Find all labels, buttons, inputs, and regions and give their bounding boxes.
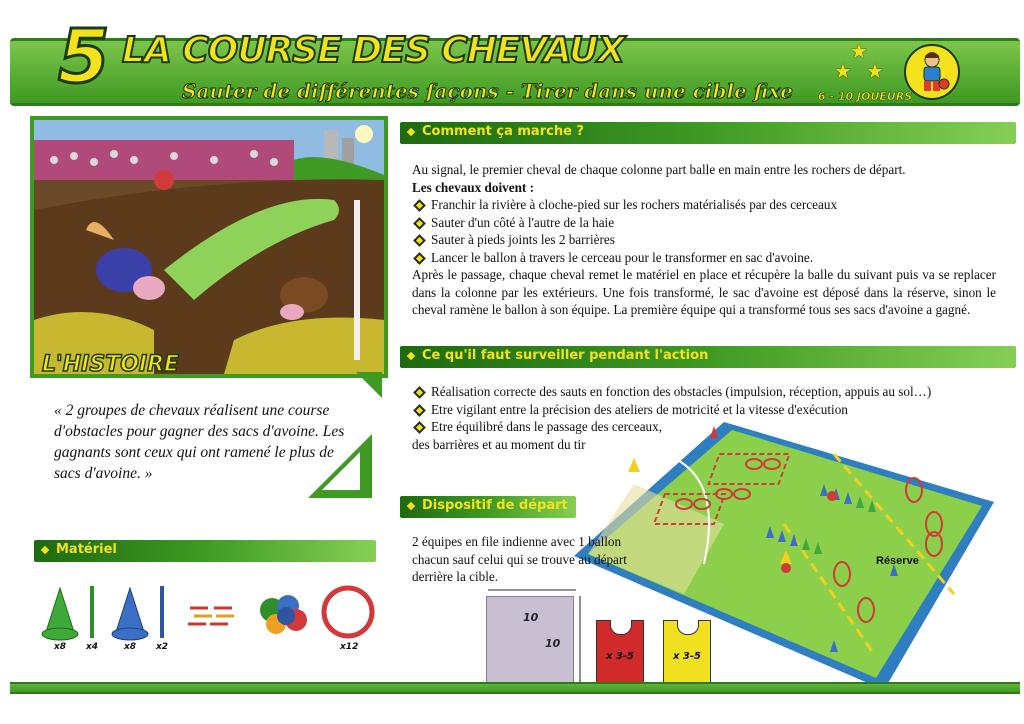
diamond-bullet-icon	[413, 386, 426, 399]
material-list	[36, 580, 386, 660]
section-watch-header	[400, 346, 1016, 368]
bib-yellow-icon	[663, 620, 711, 684]
watch-continuation: des barrières et au moment du tir	[412, 436, 586, 452]
diamond-bullet-icon	[413, 404, 426, 417]
how-intro: Au signal, le premier cheval de chaque colonne part balle en main entre les rochers de départ.	[412, 162, 906, 177]
footer-band	[10, 682, 1020, 694]
section-start-title: Dispositif de départ	[422, 498, 568, 513]
how-must-label: Les chevaux doivent :	[412, 179, 534, 195]
list-item: Franchir la rivière à cloche-pied sur les rochers matérialisés par des cerceaux	[412, 196, 996, 214]
diamond-bullet-icon	[413, 217, 426, 230]
green-stick-icon	[90, 586, 94, 638]
game-subtitle: Sauter de différentes façons - Tirer dans une cible fixe	[182, 79, 793, 103]
reserve-label: Réserve	[876, 555, 919, 567]
section-how-title: Comment ça marche ?	[422, 124, 584, 139]
section-how-header	[400, 122, 1016, 144]
list-item: Lancer le ballon à travers le cerceau pour le transformer en sac d'avoine.	[412, 249, 996, 267]
green-cone-qty: x8	[54, 642, 67, 652]
blue-cone-qty: x8	[124, 642, 137, 652]
bullet-icon	[41, 545, 49, 553]
list-item: Réalisation correcte des sauts en fonction des obstacles (impulsion, réception, appuis au sol…)	[412, 383, 1012, 401]
story-corner-decoration	[356, 372, 382, 398]
bib-yellow-count: x 3-5	[673, 651, 701, 662]
diamond-bullet-icon	[413, 421, 426, 434]
list-item: Etre équilibré dans le passage des cerceaux,	[412, 418, 1012, 436]
hoop-icon	[318, 584, 378, 640]
green-stick-qty: x4	[86, 642, 99, 652]
section-watch-title: Ce qu'il faut surveiller pendant l'action	[422, 348, 709, 363]
section-start-header	[400, 496, 576, 518]
star-icon: ★	[834, 61, 852, 83]
balls-icon	[254, 590, 314, 640]
how-text	[412, 161, 996, 319]
ropes-icon	[186, 602, 246, 628]
diamond-bullet-icon	[413, 234, 426, 247]
bullet-icon	[407, 351, 415, 359]
bullet-icon	[407, 127, 415, 135]
start-text: 2 équipes en file indienne avec 1 ballon chacun sauf celui qui se trouve au départ derrière la cible.	[412, 534, 627, 584]
bullet-icon	[407, 501, 415, 509]
game-title: LA COURSE DES CHEVAUX	[122, 30, 625, 71]
diamond-bullet-icon	[413, 199, 426, 212]
hoop-qty: x12	[340, 642, 359, 652]
target-height-label: 10	[545, 637, 561, 650]
player-badge-icon	[904, 44, 960, 100]
bib-red-count: x 3-5	[606, 651, 634, 662]
story-label: L'HISTOIRE	[42, 352, 180, 377]
story-illustration	[30, 116, 388, 378]
blue-cone-icon	[110, 586, 150, 642]
list-item: Etre vigilant entre la précision des ateliers de motricité et la vitesse d'exécution	[412, 401, 1012, 419]
target-width-label: 10	[523, 611, 539, 624]
players-count: 6 - 10 JOUEURS	[818, 90, 913, 103]
game-number: 5	[58, 14, 110, 100]
section-material-title: Matériel	[56, 542, 117, 557]
target-dimension-arrows	[484, 586, 588, 690]
difficulty-stars	[832, 42, 892, 84]
story-text: « 2 groupes de chevaux réalisent une course d'obstacles pour gagner des sacs d'avoine. Les gagnants sont ceux qui ont ramené le plus de sacs d'avoine. »	[54, 402, 345, 482]
blue-stick-qty: x2	[156, 642, 169, 652]
story-arrow-decoration	[300, 432, 380, 500]
star-icon: ★	[866, 61, 884, 83]
section-material-header	[34, 540, 376, 562]
bib-red-icon	[596, 620, 644, 684]
star-icon: ★	[850, 41, 868, 63]
green-cone-icon	[40, 586, 80, 642]
diamond-bullet-icon	[413, 252, 426, 265]
list-item: Sauter à pieds joints les 2 barrières	[412, 231, 996, 249]
how-outro: Après le passage, chaque cheval remet le matériel en place et récupère la balle du suivant puis va se replacer dans la colonne par les extérieurs. Une fois transformé, le sac d'avoine est déposé dans la réserve, sinon le cheval ramène le ballon à son équipe. La première équipe qui a transformé tous ses sacs d'avoine a gagné.	[412, 267, 996, 317]
blue-stick-icon	[160, 586, 164, 638]
list-item: Sauter d'un côté à l'autre de la haie	[412, 214, 996, 232]
